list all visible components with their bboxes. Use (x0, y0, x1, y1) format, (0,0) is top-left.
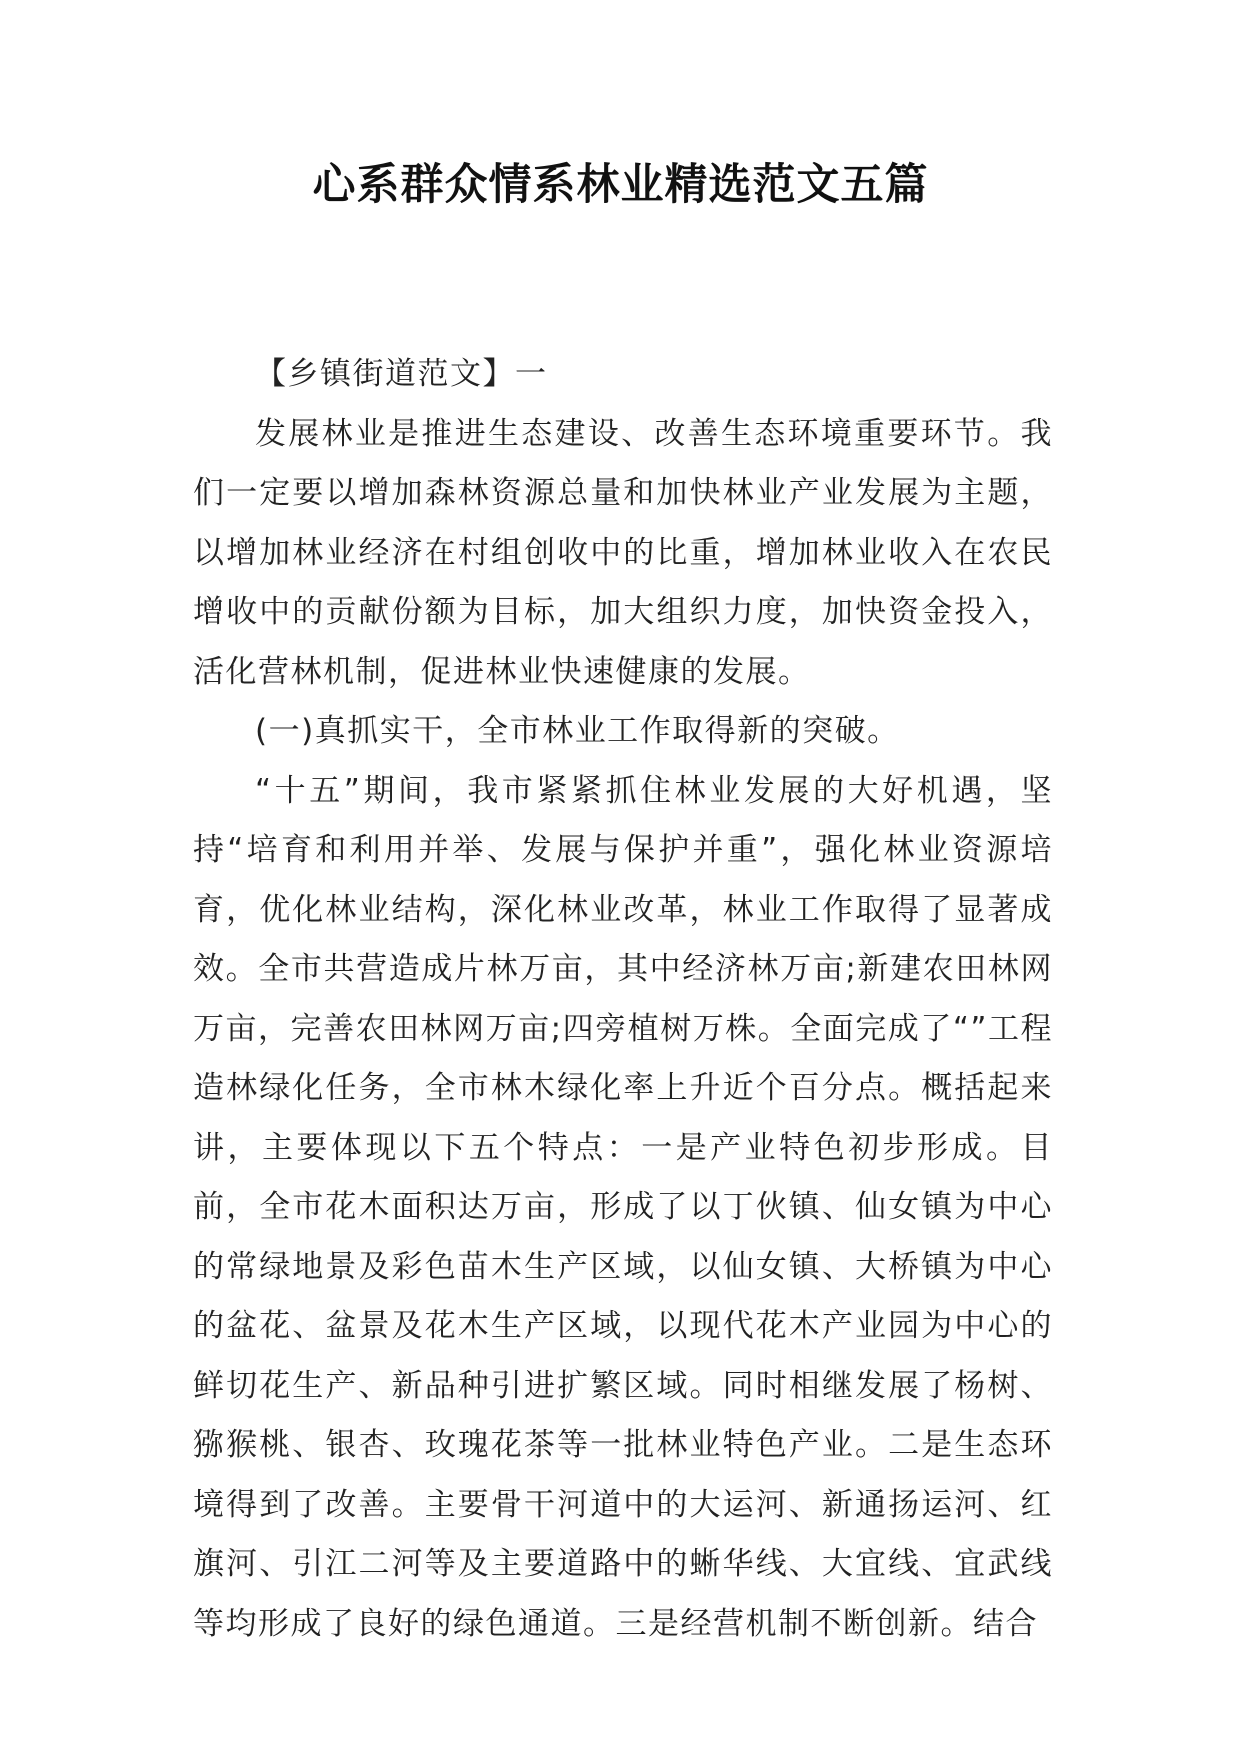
subsection-heading: (一)真抓实干，全市林业工作取得新的突破。 (255, 713, 900, 749)
document-body (193, 345, 1053, 1654)
section-heading: 【乡镇街道范文】一 (255, 356, 548, 392)
document-title: 心系群众情系林业精选范文五篇 (312, 160, 929, 210)
paragraph-main: “十五”期间，我市紧紧抓住林业发展的大好机遇，坚持“培育和利用并举、发展与保护并重”，强化林业资源培育，优化林业结构，深化林业改革，林业工作取得了显著成效。全市共营造成片林万亩，其中经济林万亩;新建农田林网万亩，完善农田林网万亩;四旁植树万株。全面完成了“”工程造林绿化任务，全市林木绿化率上升近个百分点。概括起来讲，主要体现以下五个特点：一是产业特色初步形成。目前，全市花木面积达万亩，形成了以丁伙镇、仙女镇为中心的常绿地景及彩色苗木生产区域，以仙女镇、大桥镇为中心的盆花、盆景及花木生产区域，以现代花木产业园为中心的鲜切花生产、新品种引进扩繁区域。同时相继发展了杨树、猕猴桃、银杏、玫瑰花茶等一批林业特色产业。二是生态环境得到了改善。主要骨干河道中的大运河、新通扬运河、红旗河、引江二河等及主要道路中的蜥华线、大宜线、宜武线等均形成了良好的绿色通道。三是经营机制不断创新。结合 (193, 772, 1053, 1642)
paragraph-intro: 发展林业是推进生态建设、改善生态环境重要环节。我们一定要以增加森林资源总量和加快林业产业发展为主题，以增加林业经济在村组创收中的比重，增加林业收入在农民增收中的贡献份额为目标，加大组织力度，加快资金投入，活化营林机制，促进林业快速健康的发展。 (193, 415, 1053, 690)
